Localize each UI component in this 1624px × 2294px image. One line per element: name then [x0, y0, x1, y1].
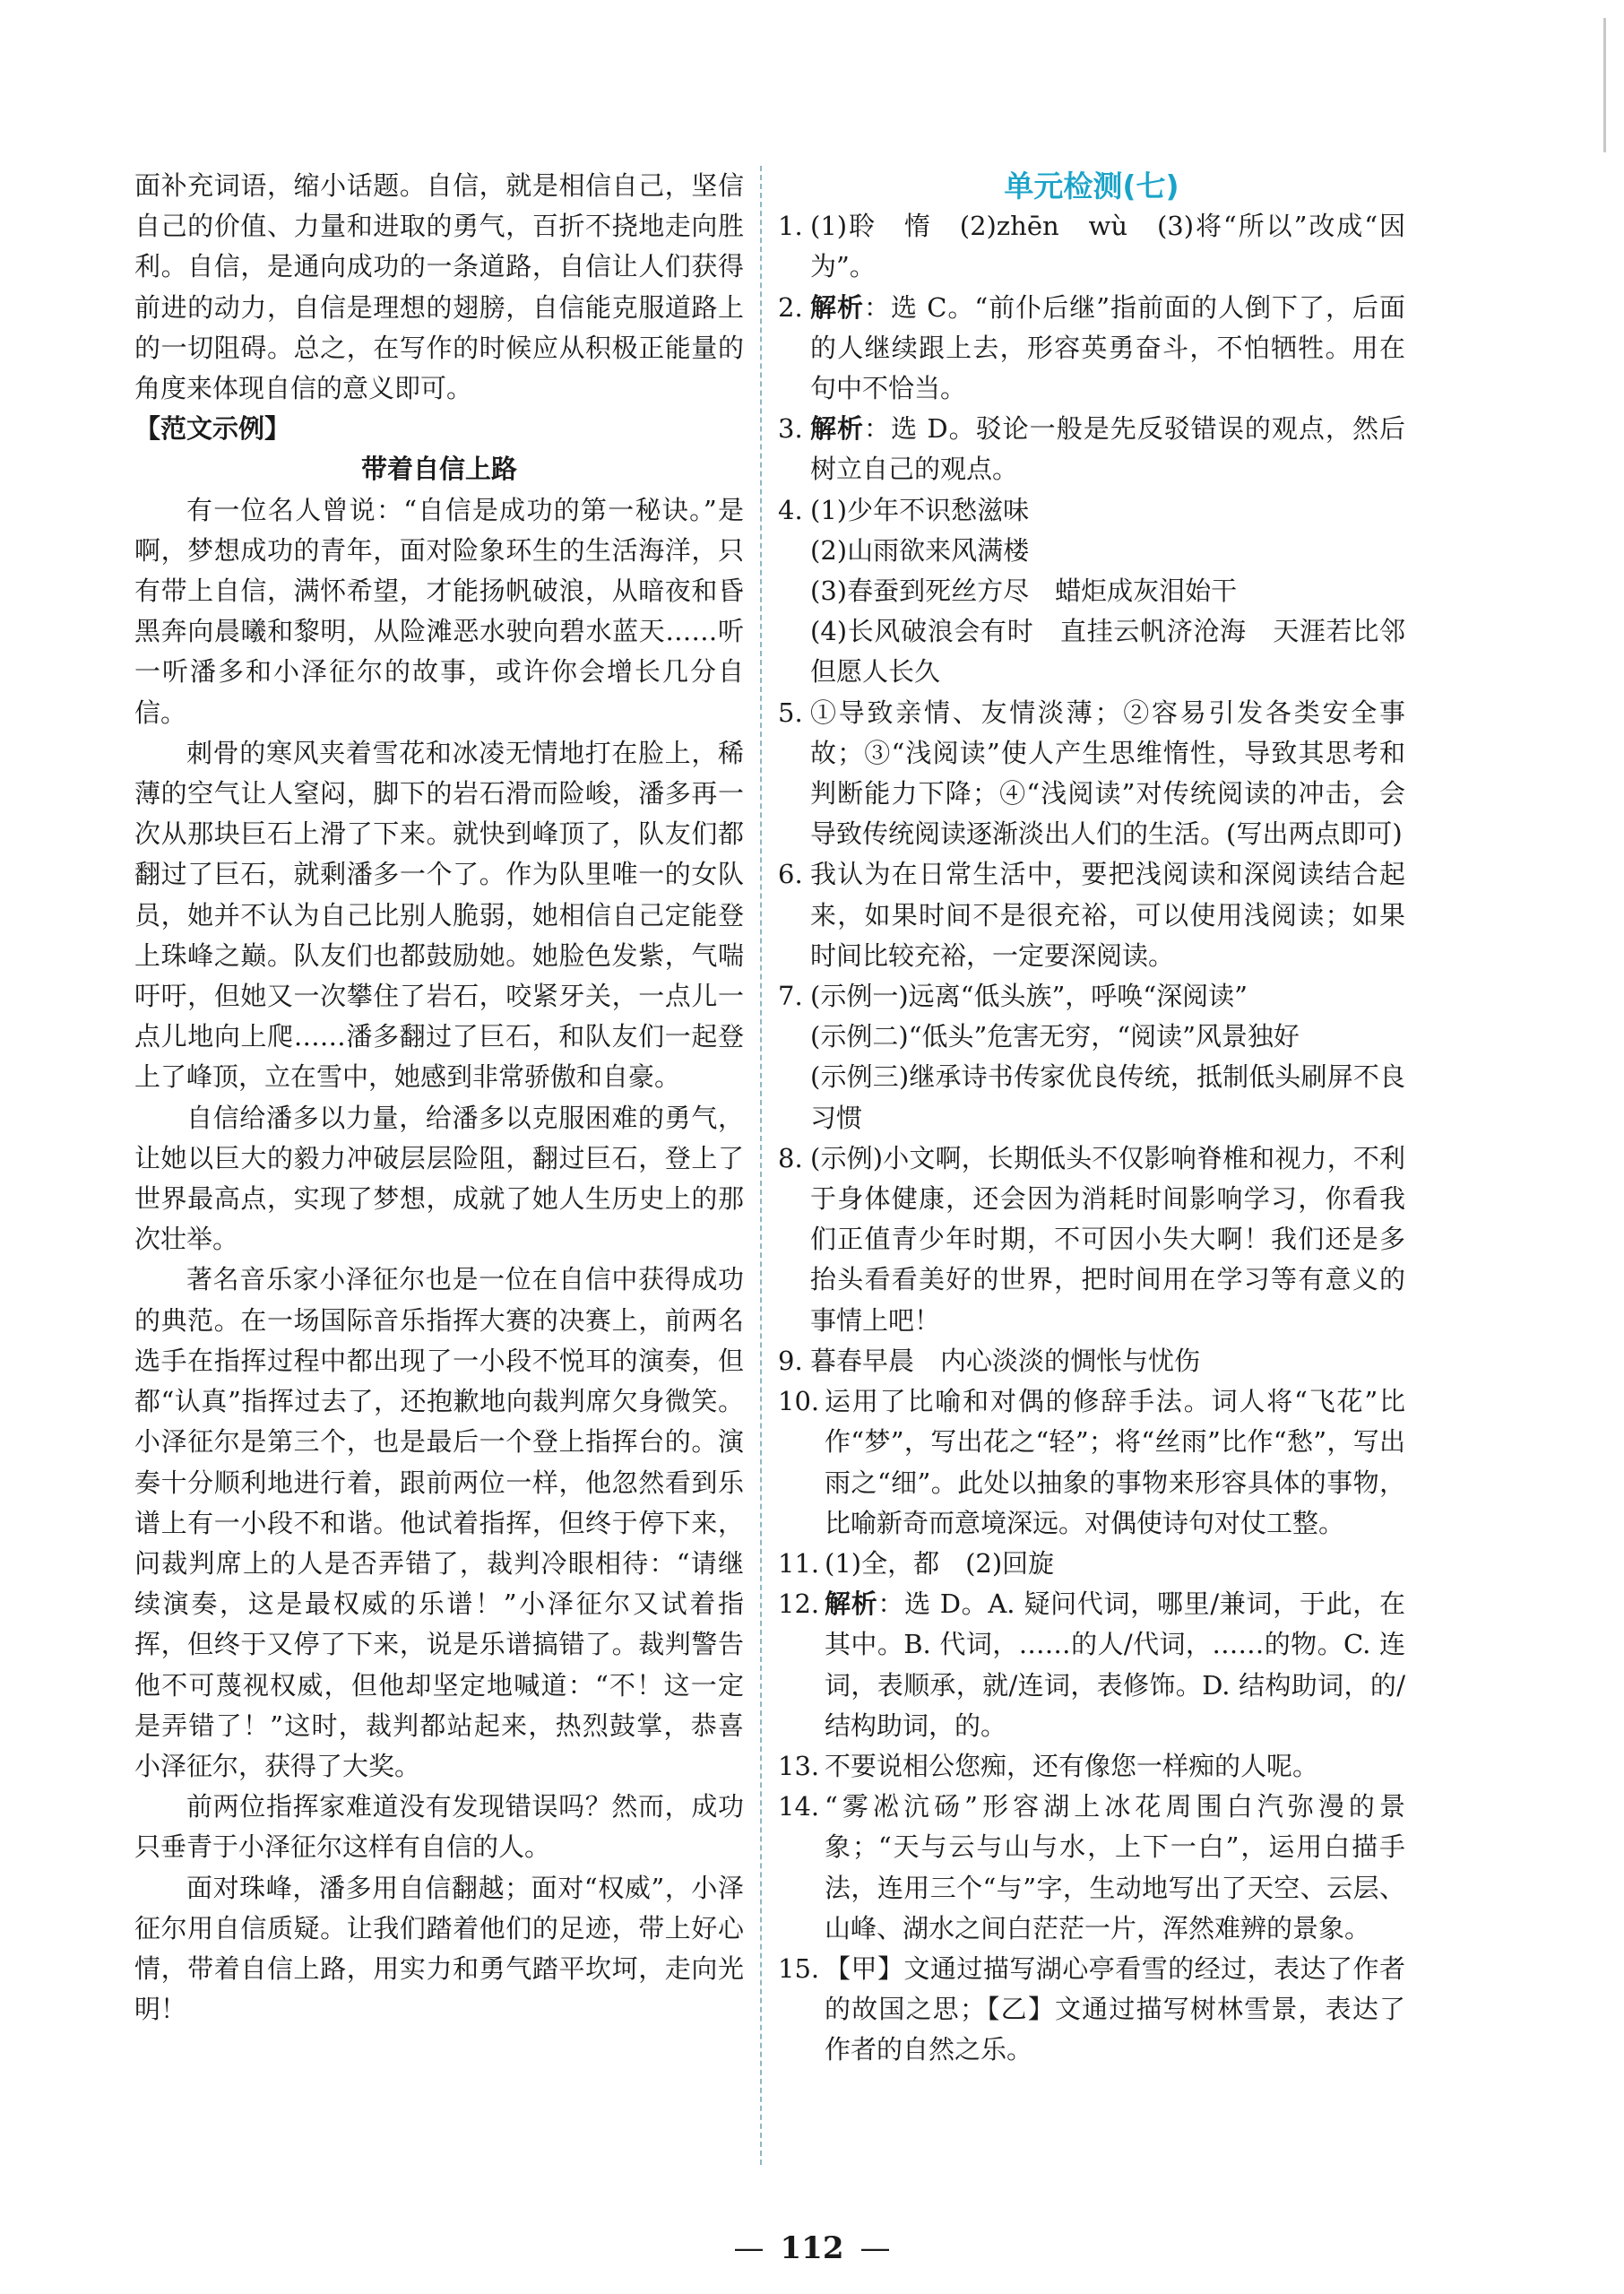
answer-number: 1.	[778, 211, 803, 242]
answer-item	[778, 693, 1405, 855]
answer-item	[778, 409, 1405, 489]
answer-item	[778, 1787, 1405, 1949]
essay-paragraph: 著名音乐家小泽征尔也是一位在自信中获得成功的典范。在一场国际音乐指挥大赛的决赛上，前两名选手在指挥过程中都出现了一小段不悦耳的演奏，但都“认真”指挥过去了，还抱歉地向裁判席欠身微笑。小泽征尔是第三个，也是最后一个登上指挥台的。演奏十分顺利地进行着，跟前两位一样，他忽然看到乐谱上有一小段不和谐。他试着指挥，但终于停下来，问裁判席上的人是否弄错了，裁判冷眼相待：“请继续演奏，这是最权威的乐谱！”小泽征尔又试着指挥，但终于又停了下来，说是乐谱搞错了。裁判警告他不可蔑视权威，但他却坚定地喊道：“不！这一定是弄错了！”这时，裁判都站起来，热烈鼓掌，恭喜小泽征尔，获得了大奖。	[134, 1264, 744, 1781]
answer-number: 6.	[778, 859, 803, 890]
answer-number: 8.	[778, 1142, 803, 1173]
answer-text: 运用了比喻和对偶的修辞手法。词人将“飞花”比作“梦”，写出花之“轻”；将“丝雨”比作“愁”，写出雨之“细”。此处以抽象的事物来形容具体的事物，比喻新奇而意境深远。对偶使诗句对仗工整。	[825, 1386, 1405, 1538]
answer-item	[778, 854, 1405, 976]
answer-number: 13.	[778, 1750, 820, 1781]
answer-line: (示例三)继承诗书传家优良传统，抵制低头刷屏不良习惯	[810, 1061, 1405, 1133]
answer-number: 12.	[778, 1588, 820, 1620]
answer-item	[778, 490, 1432, 693]
answer-text: ①导致亲情、友情淡薄；②容易引发各类安全事故；③“浅阅读”使人产生思维惰性，导致其思考和判断能力下降；④“浅阅读”对传统阅读的冲击，会导致传统阅读逐渐淡出人们的生活。(写出两点即可)	[810, 697, 1405, 850]
scan-edge-line	[1603, 18, 1606, 152]
answer-number: 7.	[778, 981, 803, 1012]
answer-text: (1)聆 惰 (2)zhēn wù (3)将“所以”改成“因为”。	[810, 211, 1405, 282]
sample-heading: 【范文示例】	[134, 413, 291, 445]
answer-text: 【甲】文通过描写湖心亭看雪的经过，表达了作者的故国之思；【乙】文通过描写树林雪景，表达了作者的自然之乐。	[825, 1952, 1405, 2065]
footer-dash: —	[860, 2230, 891, 2266]
essay-paragraph: 有一位名人曾说：“自信是成功的第一秘诀。”是啊，梦想成功的青年，面对险象环生的生活海洋，只有带上自信，满怀希望，才能扬帆破浪，从暗夜和昏黑奔向晨曦和黎明，从险滩恶水驶向碧水蓝天……听一听潘多和小泽征尔的故事，或许你会增长几分自信。	[134, 494, 744, 728]
intro-paragraph: 面补充词语，缩小话题。自信，就是相信自己，坚信自己的价值、力量和进取的勇气，百折不挠地走向胜利。自信，是通向成功的一条道路，自信让人们获得前进的动力，自信是理想的翅膀，自信能克服道路上的一切阻碍。总之，在写作的时候应从积极正能量的角度来体现自信的意义即可。	[134, 170, 744, 404]
answer-item	[778, 1544, 1405, 1584]
answer-item	[778, 288, 1405, 410]
footer-dash: —	[733, 2230, 764, 2266]
page-footer	[0, 2230, 1624, 2266]
answer-text: 暮春早晨 内心淡淡的惆怅与忧伤	[810, 1345, 1201, 1376]
essay-paragraph: 面对珠峰，潘多用自信翻越；面对“权威”，小泽征尔用自信质疑。让我们踏着他们的足迹，带上好心情，带着自信上路，用实力和勇气踏平坎坷，走向光明！	[134, 1872, 744, 2025]
answer-item	[778, 1138, 1405, 1341]
answer-text: 不要说相公您痴，还有像您一样痴的人呢。	[825, 1750, 1319, 1781]
essay-paragraph: 前两位指挥家难道没有发现错误吗？然而，成功只垂青于小泽征尔这样有自信的人。	[134, 1791, 744, 1863]
answer-item	[778, 976, 1405, 1138]
answer-line: (1)少年不识愁滋味	[810, 494, 1030, 525]
answer-text: ：选 D。A. 疑问代词，哪里/兼词，于此，在其中。B. 代词，……的人/代词，……的物。C. 连词，表顺承，就/连词，表修饰。D. 结构助词，的/结构助词，的。	[825, 1588, 1405, 1741]
essay-paragraph: 刺骨的寒风夹着雪花和冰凌无情地打在脸上，稀薄的空气让人窒闷，脚下的岩石滑而险峻，潘多再一次从那块巨石上滑了下来。就快到峰顶了，队友们都翻过了巨石，就剩潘多一个了。作为队里唯一的女队员，她并不认为自己比别人脆弱，她相信自己定能登上珠峰之巅。队友们也都鼓励她。她脸色发紫，气喘吁吁，但她又一次攀住了岩石，咬紧牙关，一点儿一点儿地向上爬……潘多翻过了巨石，和队友们一起登上了峰顶，立在雪中，她感到非常骄傲和自豪。	[134, 737, 744, 1093]
analysis-label: 解析	[810, 413, 865, 445]
essay-paragraph: 自信给潘多以力量，给潘多以克服困难的勇气，让她以巨大的毅力冲破层层险阻，翻过巨石，登上了世界最高点，实现了梦想，成就了她人生历史上的那次壮举。	[134, 1102, 744, 1255]
column-divider	[760, 166, 762, 2165]
answer-number: 15.	[778, 1952, 820, 1984]
left-column	[134, 166, 744, 2030]
answer-item	[778, 206, 1405, 287]
answer-number: 4.	[778, 494, 803, 525]
essay-title: 带着自信上路	[360, 454, 517, 485]
analysis-label: 解析	[825, 1588, 878, 1620]
answer-number: 9.	[778, 1345, 803, 1376]
answer-number: 14.	[778, 1791, 820, 1822]
right-column	[778, 166, 1432, 2071]
section-title: 单元检测(七)	[1004, 169, 1179, 203]
answer-item	[778, 1949, 1405, 2071]
answer-number: 11.	[778, 1547, 820, 1579]
answer-text: 我认为在日常生活中，要把浅阅读和深阅读结合起来，如果时间不是很充裕，可以使用浅阅读；如果时间比较充裕，一定要深阅读。	[810, 859, 1405, 971]
answer-number: 5.	[778, 697, 803, 728]
answer-item	[778, 1341, 1405, 1381]
answer-line: (4)长风破浪会有时 直挂云帆济沧海 天涯若比邻 但愿人长久	[810, 616, 1432, 688]
answer-line: (2)山雨欲来风满楼	[810, 534, 1030, 566]
answer-item	[778, 1746, 1405, 1787]
answer-number: 2.	[778, 291, 803, 323]
page-number: 112	[780, 2230, 844, 2266]
answer-number: 3.	[778, 413, 803, 445]
answer-line: (示例一)远离“低头族”，呼唤“深阅读”	[810, 981, 1248, 1012]
answer-item	[778, 1584, 1405, 1746]
answer-text: ：选 D。驳论一般是先反驳错误的观点，然后树立自己的观点。	[810, 413, 1405, 485]
answer-item	[778, 1381, 1405, 1544]
analysis-label: 解析	[810, 291, 864, 323]
answer-text: (示例)小文啊，长期低头不仅影响脊椎和视力，不利于身体健康，还会因为消耗时间影响学习，你看我们正值青少年时期，不可因小失大啊！我们还是多抬头看看美好的世界，把时间用在学习等有意义的事情上吧！	[810, 1142, 1405, 1336]
answer-number: 10.	[778, 1386, 820, 1417]
answer-line: (示例二)“低头”危害无穷，“阅读”风景独好	[810, 1021, 1300, 1052]
answer-text: (1)全，都 (2)回旋	[825, 1547, 1055, 1579]
answer-text: “雾凇沆砀”形容湖上冰花周围白汽弥漫的景象；“天与云与山与水，上下一白”，运用白描手法，连用三个“与”字，生动地写出了天空、云层、山峰、湖水之间白茫茫一片，浑然难辨的景象。	[825, 1791, 1405, 1943]
answer-text: ：选 C。“前仆后继”指前面的人倒下了，后面的人继续跟上去，形容英勇奋斗，不怕牺牲。用在句中不恰当。	[810, 291, 1405, 404]
answer-line: (3)春蚕到死丝方尽 蜡炬成灰泪始干	[810, 576, 1238, 607]
